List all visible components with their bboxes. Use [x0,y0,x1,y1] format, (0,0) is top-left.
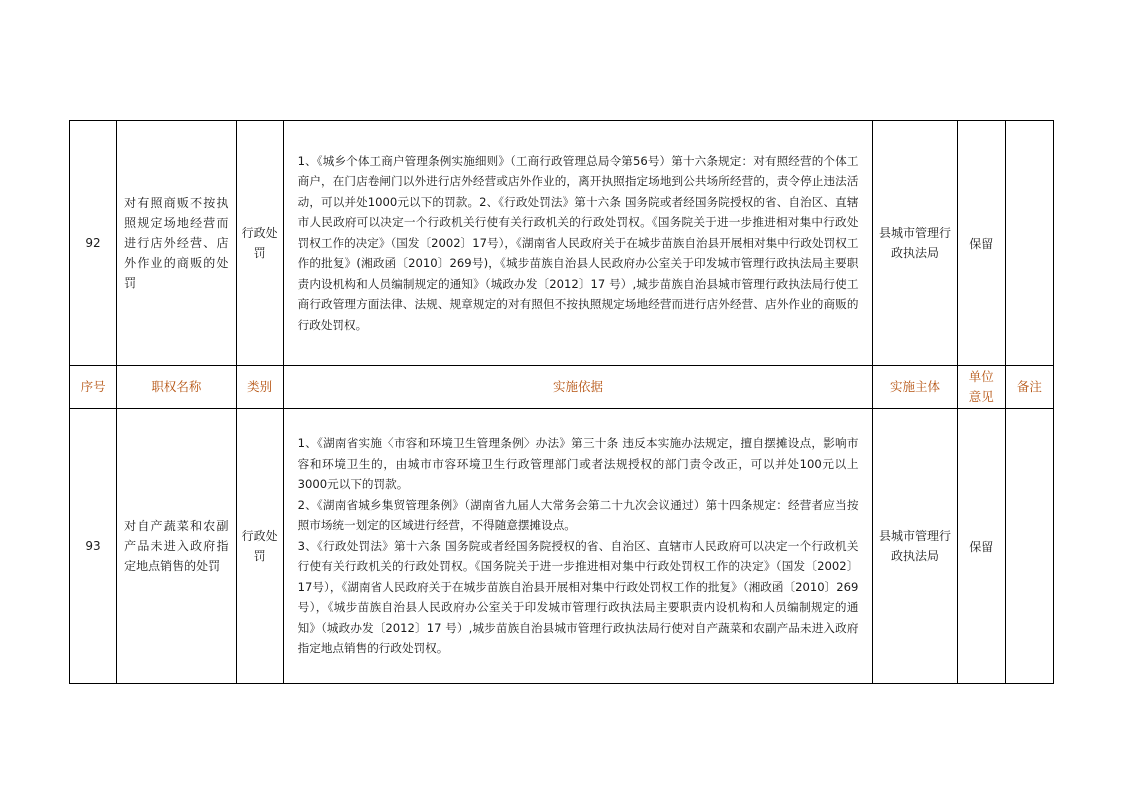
header-actor: 实施主体 [873,366,957,409]
row-authority-name: 对有照商贩不按执照规定场地经营而进行店外经营、店外作业的商贩的处罚 [117,121,236,366]
header-remark: 备注 [1005,366,1053,409]
row-authority-name: 对自产蔬菜和农副产品未进入政府指定地点销售的处罚 [117,409,236,684]
basis-paragraph: 1、《城乡个体工商户管理条例实施细则》（工商行政管理总局令第56号）第十六条规定：对有照经营的个体工商户，在门店卷闸门以外进行店外经营或店外作业的，离开执照指定场地到公共场所经营的，责令停止违法活动，可以并处1000元以下的罚款。2、《行政处罚法》第十六条 国务院或者经国务院授权的省、自治区、直辖市人民政府可以决定一个行政机关行使有关行政机关的行政处罚权。《国务院关于进一步推进相对集中行政处罚权工作的决定》（国发〔2002〕17号），《湖南省人民政府关于在城步苗族自治县开展相对集中行政处罚权工作的批复》(湘政函〔2010〕269号)，《城步苗族自治县人民政府办公室关于印发城市管理行政执法局主要职责内设机构和人员编制规定的通知》（城政办发〔2012〕17 号）,城步苗族自治县城市管理行政执法局行使工商行政管理方面法律、法规、规章规定的对有照但不按执照规定场地经营而进行店外经营、店外作业的商贩的行政处罚权。 [297,153,859,332]
header-name: 职权名称 [117,366,236,409]
row-category: 行政处罚 [236,121,283,366]
basis-paragraph: 2、《湖南省城乡集贸管理条例》（湖南省九届人大常务会第二十九次会议通过）第十四条规定：经营者应当按照市场统一划定的区域进行经营，不得随意摆摊设点。 [297,497,859,533]
row-category: 行政处罚 [236,409,283,684]
table-row [70,121,1054,366]
row-actor: 县城市管理行政执法局 [873,121,957,366]
basis-paragraph: 3、《行政处罚法》第十六条 国务院或者经国务院授权的省、自治区、直辖市人民政府可以决定一个行政机关行使有关行政机关的行政处罚权。《国务院关于进一步推进相对集中行政处罚权工作的决定》（国发〔2002〕17号），《湖南省人民政府关于在城步苗族自治县开展相对集中行政处罚权工作的批复》（湘政函〔2010〕269 号），《城步苗族自治县人民政府办公室关于印发城市管理行政执法局主要职责内设机构和人员编制规定的通知》（城政办发〔2012〕17 号）,城步苗族自治县城市管理行政执法局行使对自产蔬菜和农副产品未进入政府指定地点销售的行政处罚权。 [297,538,859,656]
table-row [70,409,1054,684]
row-opinion: 保留 [957,121,1005,366]
header-category: 类别 [236,366,283,409]
table-header-row [70,366,1054,409]
header-basis: 实施依据 [283,366,873,409]
row-opinion: 保留 [957,409,1005,684]
header-opinion: 单位意见 [957,366,1005,409]
row-basis [283,121,873,366]
row-seq: 93 [70,409,117,684]
authority-list-table-page [69,120,1054,684]
row-seq: 92 [70,121,117,366]
row-remark [1005,409,1053,684]
row-basis [283,409,873,684]
row-actor: 县城市管理行政执法局 [873,409,957,684]
authority-table [69,120,1054,684]
header-seq: 序号 [70,366,117,409]
basis-paragraph: 1、《湖南省实施〈市容和环境卫生管理条例〉办法》第三十条 违反本实施办法规定，擅自摆摊设点，影响市容和环境卫生的，由城市市容环境卫生行政管理部门或者法规授权的部门责令改正，可以并处100元以上3000元以下的罚款。 [297,436,859,492]
row-remark [1005,121,1053,366]
